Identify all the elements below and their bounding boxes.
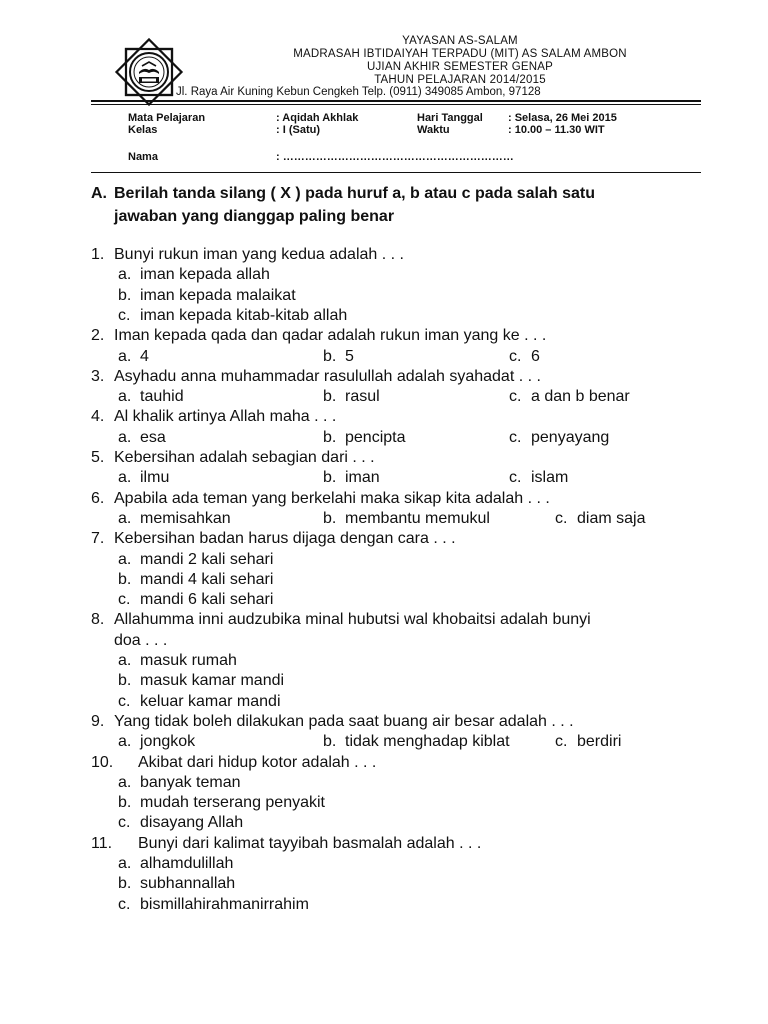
option-text: mandi 6 kali sehari	[140, 591, 274, 609]
school-address: Jl. Raya Air Kuning Kebun Cengkeh Telp. (0911) 349085 Ambon, 97128	[176, 86, 541, 98]
question-text: Bunyi rukun iman yang kedua adalah . . .	[114, 246, 404, 263]
answer-option[interactable]	[118, 773, 241, 793]
school-name: MADRASAH IBTIDAIYAH TERPADU (MIT) AS SALAM AMBON	[293, 48, 627, 60]
answer-option[interactable]	[323, 468, 380, 488]
option-text: memisahkan	[140, 509, 231, 527]
option-text: mudah terserang penyakit	[140, 794, 325, 812]
question-text: Apabila ada teman yang berkelahi maka sikap kita adalah . . .	[114, 489, 550, 507]
question-text: Kebersihan adalah sebagian dari . . .	[114, 449, 375, 466]
option-text: keluar kamar mandi	[140, 692, 281, 710]
option-letter: b.	[323, 733, 337, 751]
option-letter: b.	[118, 672, 132, 690]
option-text: penyayang	[531, 428, 610, 446]
option-text: diam saja	[577, 509, 646, 527]
exam-title: UJIAN AKHIR SEMESTER GENAP	[366, 61, 554, 73]
option-text: bismillahirahmanirrahim	[140, 895, 309, 913]
day-label: Hari Tanggal	[417, 112, 483, 124]
subject-value: : Aqidah Akhlak	[276, 112, 359, 124]
section-letter: A.	[91, 185, 107, 202]
header-rule-thin	[91, 104, 701, 105]
option-text: tauhid	[140, 388, 184, 406]
option-letter: a.	[118, 388, 132, 406]
option-text: alhamdulillah	[140, 855, 234, 872]
class-label: Kelas	[128, 124, 158, 136]
option-text: rasul	[345, 388, 380, 406]
answer-option[interactable]	[118, 874, 235, 894]
option-letter: a.	[118, 855, 132, 872]
option-text: 6	[531, 347, 540, 365]
option-letter: a.	[118, 550, 132, 568]
answer-option[interactable]	[118, 895, 309, 915]
answer-option[interactable]	[118, 692, 281, 712]
answer-option[interactable]	[118, 509, 231, 529]
answer-option[interactable]	[118, 347, 149, 367]
question-text: Iman kepada qada dan qadar adalah rukun iman yang ke . . .	[114, 327, 547, 345]
answer-option[interactable]	[509, 347, 540, 367]
answer-option[interactable]	[118, 468, 169, 488]
option-letter: c.	[118, 814, 131, 832]
question-text: Yang tidak boleh dilakukan pada saat buang air besar adalah . . .	[114, 712, 574, 730]
answer-option[interactable]	[118, 306, 347, 326]
time-value: : 10.00 – 11.30 WIT	[508, 124, 605, 136]
option-text: iman kepada malaikat	[140, 286, 296, 304]
option-text: jongkok	[140, 733, 196, 751]
answer-option[interactable]	[118, 854, 233, 874]
answer-option[interactable]	[118, 550, 273, 570]
option-letter: c.	[509, 347, 522, 365]
option-letter: b.	[323, 509, 337, 527]
answer-option[interactable]	[323, 347, 354, 367]
academic-year: TAHUN PELAJARAN 2014/2015	[374, 74, 546, 86]
name-field[interactable]: : ………………………………………………………	[276, 151, 514, 163]
question-text: Allahumma inni audzubika minal hubutsi wal khobaitsi adalah bunyi	[114, 611, 591, 629]
answer-option[interactable]	[118, 570, 273, 590]
option-letter: c.	[509, 388, 522, 406]
answer-option[interactable]	[118, 387, 184, 407]
instruction-line-1: Berilah tanda silang ( X ) pada huruf a, b atau c pada salah satu	[114, 185, 595, 202]
question-number: 8.	[91, 611, 105, 629]
foundation-name: YAYASAN AS-SALAM	[402, 35, 518, 47]
option-letter: c.	[118, 306, 131, 324]
answer-option[interactable]	[323, 509, 490, 529]
question-number: 5.	[91, 449, 105, 466]
option-text: iman kepada allah	[140, 266, 270, 284]
option-letter: c.	[509, 428, 522, 446]
option-text: 4	[140, 347, 149, 365]
question-text: Akibat dari hidup kotor adalah . . .	[138, 753, 377, 771]
header-rule	[91, 100, 701, 102]
option-letter: b.	[118, 570, 132, 588]
option-letter: a.	[118, 509, 132, 527]
option-letter: b.	[323, 388, 337, 406]
question-text: Asyhadu anna muhammadar rasulullah adalah syahadat . . .	[114, 367, 541, 385]
answer-option[interactable]	[118, 590, 273, 610]
option-letter: c.	[118, 692, 131, 710]
option-text: islam	[531, 469, 569, 487]
answer-option[interactable]	[118, 265, 270, 285]
option-text: disayang Allah	[140, 814, 244, 832]
option-text: ilmu	[140, 469, 170, 487]
option-letter: b.	[118, 875, 132, 893]
option-letter: a.	[118, 428, 132, 446]
option-letter: b.	[323, 469, 337, 487]
answer-option[interactable]	[118, 651, 237, 671]
option-text: masuk kamar mandi	[140, 672, 285, 690]
option-letter: b.	[118, 286, 132, 304]
option-letter: c.	[555, 733, 568, 751]
option-text: a dan b benar	[531, 388, 630, 406]
day-value: : Selasa, 26 Mei 2015	[508, 112, 617, 124]
option-text: mandi 2 kali sehari	[140, 550, 274, 568]
option-letter: a.	[118, 266, 132, 284]
question-number: 10.	[91, 753, 114, 771]
option-letter: a.	[118, 733, 132, 751]
option-text: mandi 4 kali sehari	[140, 570, 274, 588]
answer-option[interactable]	[509, 387, 630, 407]
answer-option[interactable]	[323, 732, 510, 752]
answer-option[interactable]	[509, 468, 568, 488]
option-letter: a.	[118, 652, 132, 669]
question-text-continued: doa . . .	[114, 631, 168, 649]
option-text: pencipta	[345, 428, 406, 446]
question-number: 6.	[91, 489, 105, 507]
option-text: 5	[345, 347, 354, 365]
answer-option[interactable]	[323, 428, 406, 448]
question-number: 7.	[91, 530, 105, 548]
question-number: 3.	[91, 367, 105, 385]
answer-option[interactable]	[118, 793, 325, 813]
option-letter: c.	[555, 509, 568, 527]
answer-option[interactable]	[118, 286, 296, 306]
question-text: Al khalik artinya Allah maha . . .	[114, 408, 337, 426]
option-text: iman kepada kitab-kitab allah	[140, 306, 348, 324]
option-letter: b.	[323, 428, 337, 446]
option-letter: b.	[118, 794, 132, 812]
name-label: Nama	[128, 151, 158, 163]
option-letter: a.	[118, 469, 132, 487]
answer-option[interactable]	[118, 732, 195, 752]
option-letter: c.	[118, 895, 131, 913]
option-text: iman	[345, 469, 380, 487]
subject-label: Mata Pelajaran	[128, 112, 206, 124]
option-letter: c.	[118, 591, 131, 609]
question-number: 9.	[91, 712, 105, 730]
option-letter: a.	[118, 347, 132, 365]
option-text: membantu memukul	[345, 509, 490, 527]
time-label: Waktu	[417, 124, 450, 136]
instruction-line-2: jawaban yang dianggap paling benar	[114, 208, 395, 225]
answer-option[interactable]	[555, 732, 621, 752]
option-letter: a.	[118, 773, 132, 791]
class-value: : I (Satu)	[276, 124, 320, 136]
option-text: berdiri	[577, 733, 622, 751]
option-text: banyak teman	[140, 773, 241, 791]
option-text: esa	[140, 428, 166, 446]
option-text: tidak menghadap kiblat	[345, 733, 510, 751]
option-text: masuk rumah	[140, 652, 237, 669]
question-number: 4.	[91, 408, 105, 426]
option-text: subhannallah	[140, 875, 236, 893]
option-letter: c.	[509, 469, 522, 487]
question-text: Bunyi dari kalimat tayyibah basmalah adalah . . .	[138, 834, 482, 852]
answer-option[interactable]	[555, 509, 645, 529]
question-number: 2.	[91, 327, 105, 345]
question-number: 1.	[91, 246, 105, 263]
answer-option[interactable]	[118, 428, 166, 448]
question-number: 11.	[91, 834, 113, 852]
answer-option[interactable]	[118, 813, 243, 833]
answer-option[interactable]	[509, 428, 609, 448]
answer-option[interactable]	[118, 671, 284, 691]
answer-option[interactable]	[323, 387, 380, 407]
option-letter: b.	[323, 347, 337, 365]
question-text: Kebersihan badan harus dijaga dengan cara . . .	[114, 530, 456, 548]
info-rule	[91, 172, 701, 173]
